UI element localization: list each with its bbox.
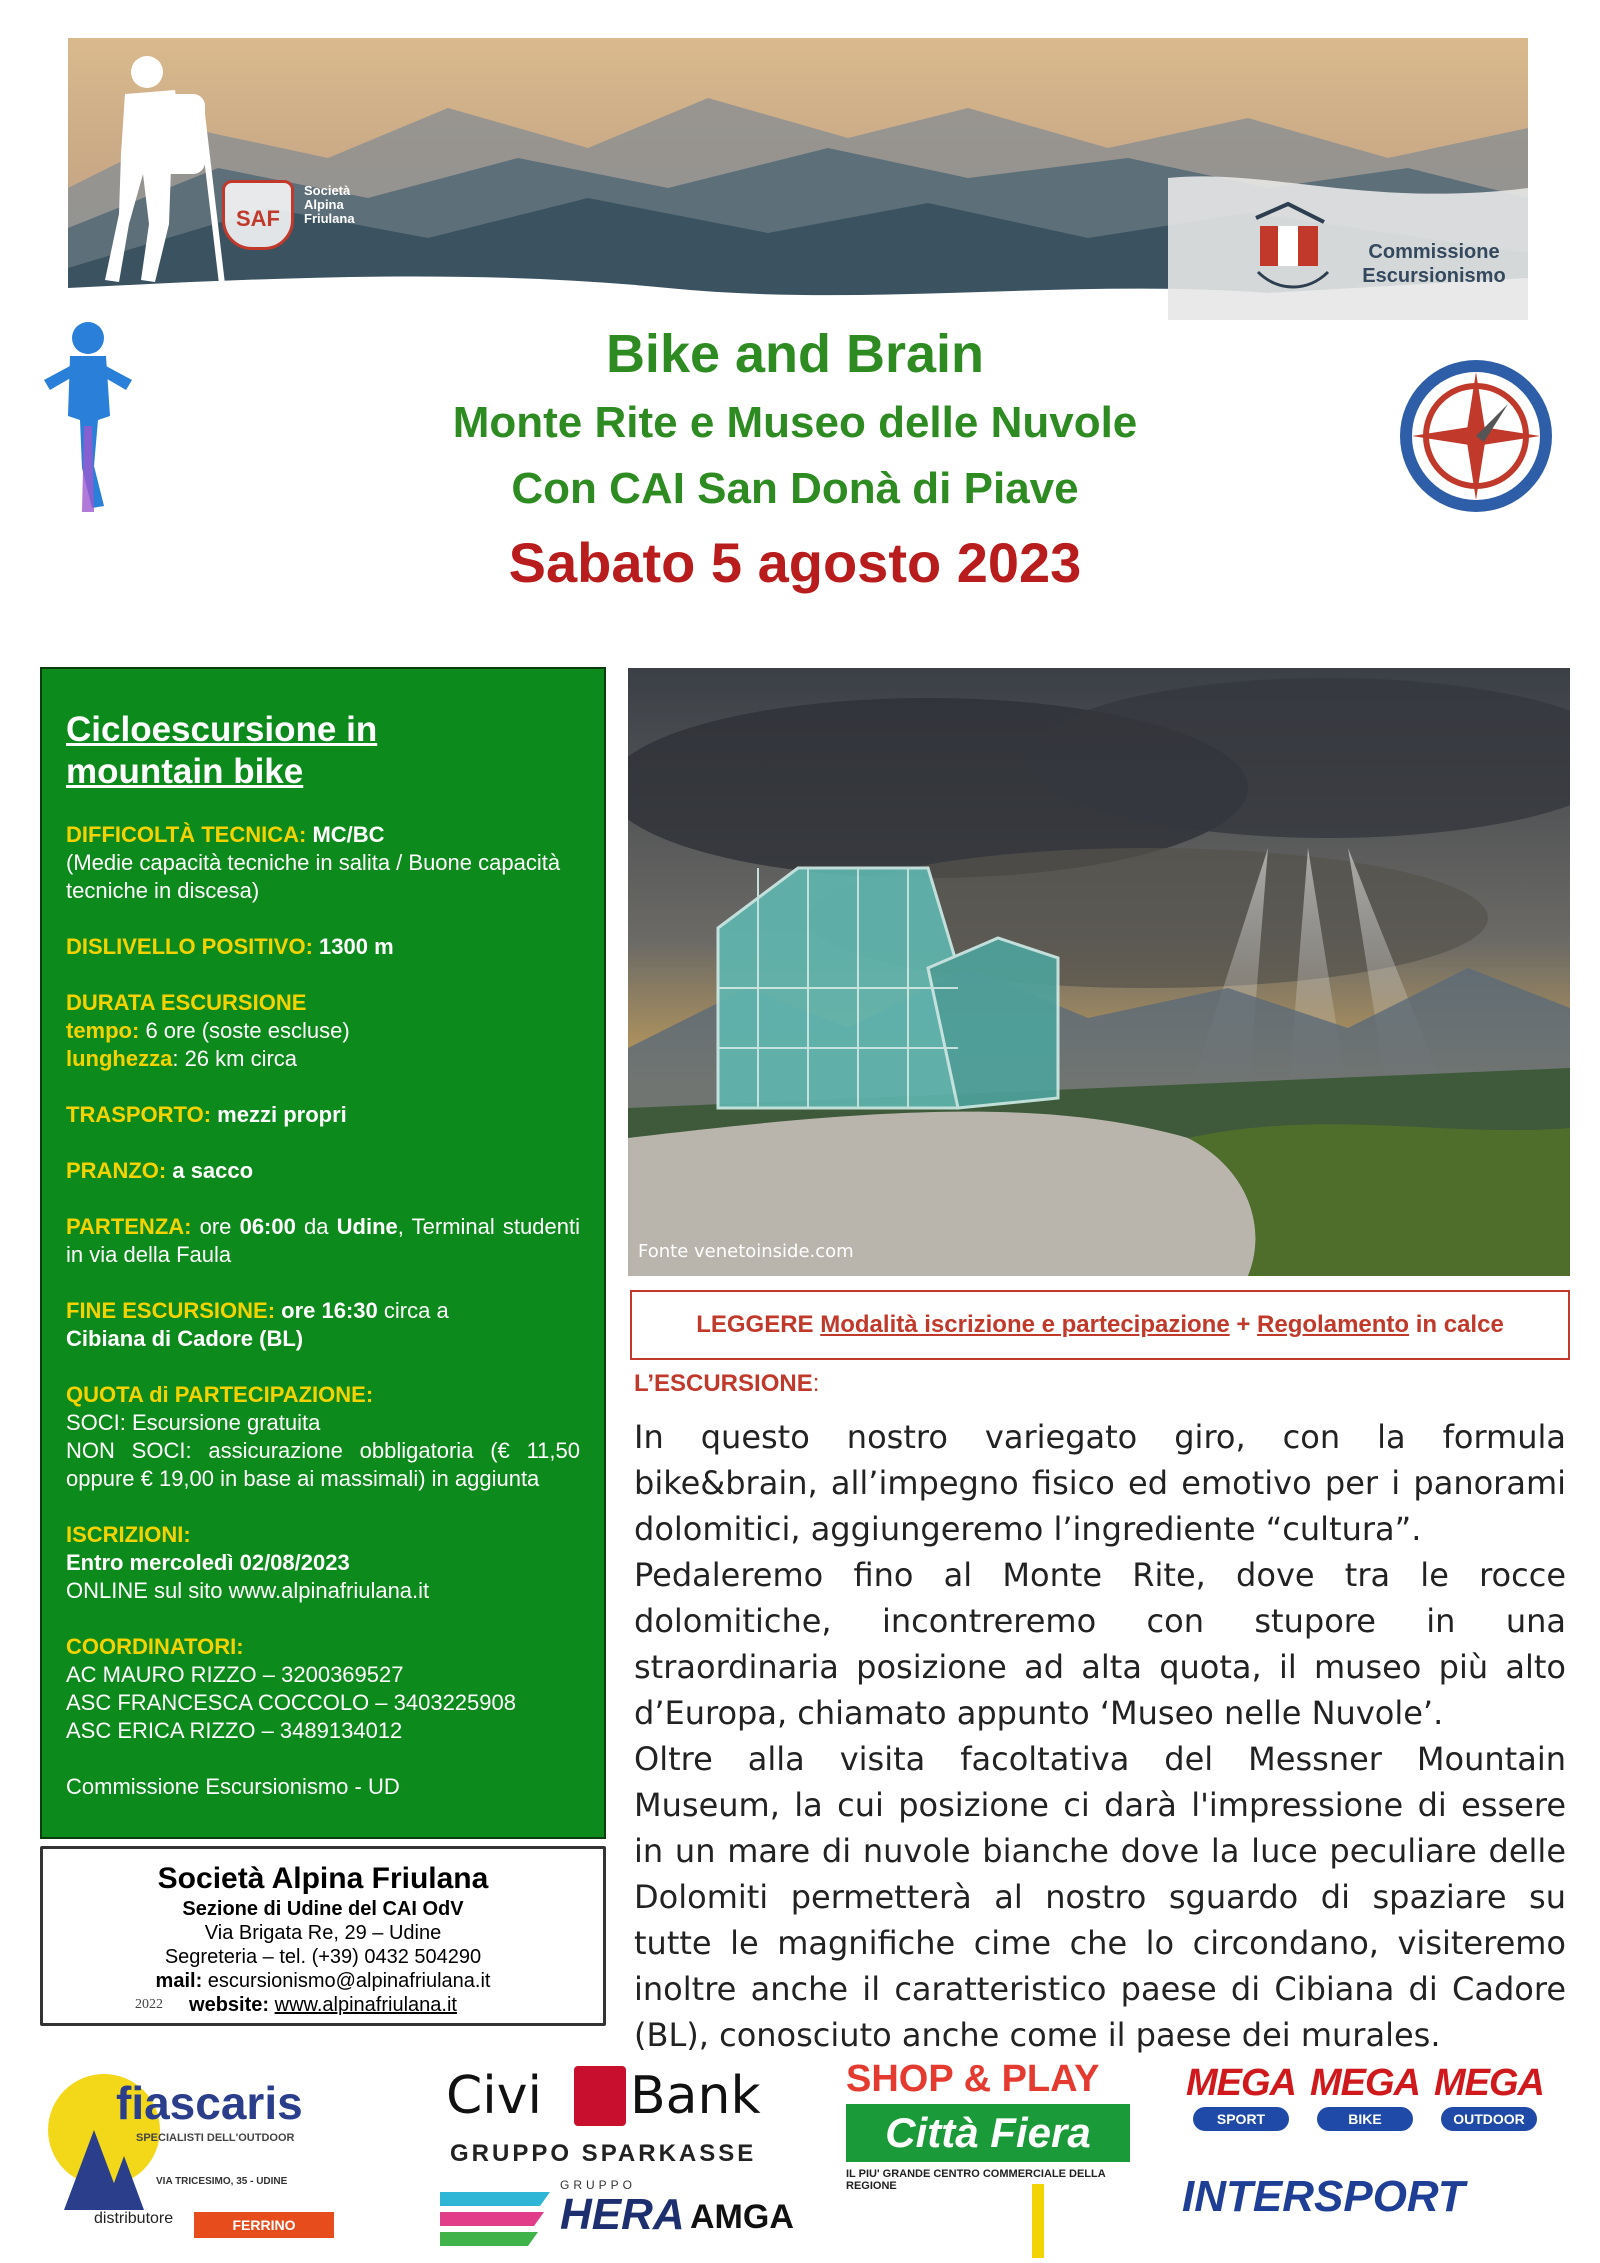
title-location: Monte Rite e Museo delle Nuvole bbox=[452, 398, 1138, 447]
dislivello-section bbox=[66, 933, 580, 961]
escursione-paragraph: Pedaleremo fino al Monte Rite, dove tra le rocce dolomitiche, incontreremo con stupore in una straordinaria posizione ad alta quota, il museo più alto d’Europa, chiamato appunto ‘Museo nelle Nuvole’. bbox=[634, 1556, 1566, 1732]
escursione-label: L’ESCURSIONE: bbox=[634, 1370, 820, 1397]
fiascaris-name: fiascaris bbox=[116, 2077, 303, 2129]
trasporto-label: TRASPORTO: bbox=[66, 1102, 212, 1127]
difficolta-label: DIFFICOLTÀ TECNICA: bbox=[66, 822, 307, 847]
quota-nonsoci: NON SOCI: assicurazione obbligatoria (€ 11,50 oppure € 19,00 in base ai massimali) in aggiunta bbox=[66, 1438, 580, 1491]
durata-section bbox=[66, 989, 580, 1073]
durata-label: DURATA ESCURSIONE bbox=[66, 990, 307, 1015]
societa-phone: Segreteria – tel. (+39) 0432 504290 bbox=[164, 1946, 482, 1968]
saf-logo-text: SAF bbox=[236, 206, 280, 231]
sign-pole bbox=[1032, 2184, 1044, 2258]
tempo-value: 6 ore (soste escluse) bbox=[145, 1018, 350, 1043]
shop-and-play-label: SHOP & PLAY bbox=[846, 2058, 1100, 2100]
compass-icon bbox=[1396, 356, 1556, 516]
iscrizioni-online: ONLINE sul sito www.alpinafriulana.it bbox=[66, 1578, 430, 1603]
pranzo-label: PRANZO: bbox=[66, 1158, 167, 1183]
coordinatori-section bbox=[66, 1633, 580, 1745]
citta-fiera-tagline: IL PIU' GRANDE CENTRO COMMERCIALE DELLA REGIONE bbox=[846, 2168, 1106, 2192]
sponsor-fiascaris bbox=[44, 2060, 334, 2240]
ferrino-logo: FERRINO bbox=[194, 2212, 334, 2238]
partenza-label: PARTENZA: bbox=[66, 1214, 192, 1239]
societa-name: Società Alpina Friulana bbox=[157, 1862, 489, 1895]
civibank-civi: Civi bbox=[446, 2066, 542, 2126]
fine-label: FINE ESCURSIONE: bbox=[66, 1298, 276, 1323]
civibank-mark-icon bbox=[574, 2066, 626, 2126]
regolamento-link[interactable]: Regolamento bbox=[1257, 1311, 1410, 1338]
modalita-iscrizione-link[interactable]: Modalità iscrizione e partecipazione bbox=[820, 1311, 1230, 1338]
hera-group-label: GRUPPO bbox=[560, 2178, 637, 2192]
coordinatori-label: COORDINATORI: bbox=[66, 1634, 244, 1659]
mega-bike-logo: MEGA BIKE bbox=[1306, 2062, 1424, 2131]
title-block bbox=[300, 318, 1290, 602]
cai-escursionismo-logo-icon bbox=[1248, 198, 1338, 303]
lunghezza-label: lunghezza bbox=[66, 1046, 173, 1071]
museum-photo-image bbox=[628, 668, 1570, 1276]
leggere-notice: LEGGERE Modalità iscrizione e partecipazione + Regolamento in calce bbox=[630, 1290, 1570, 1360]
mega-sport-logo: MEGA SPORT bbox=[1182, 2062, 1300, 2131]
iscrizioni-section bbox=[66, 1521, 580, 1605]
hera-wave-icon bbox=[440, 2182, 560, 2252]
societa-contact-box bbox=[40, 1846, 606, 2026]
page-title: Bike and Brain bbox=[605, 324, 985, 384]
societa-website-line: website: www.alpinafriulana.it bbox=[189, 1994, 457, 2016]
coordinatore-item: ASC FRANCESCA COCCOLO – 3403225908 bbox=[66, 1690, 516, 1715]
partenza-place: Udine bbox=[336, 1214, 398, 1239]
fine-section: FINE ESCURSIONE: ore 16:30 circa a Cibiana di Cadore (BL) bbox=[66, 1297, 580, 1353]
societa-mail[interactable]: escursionismo@alpinafriulana.it bbox=[207, 1970, 491, 1992]
quota-label: QUOTA di PARTECIPAZIONE: bbox=[66, 1382, 374, 1407]
partenza-section: PARTENZA: ore 06:00 da Udine, Terminal studenti in via della Faula bbox=[66, 1214, 580, 1267]
dislivello-value: 1300 m bbox=[319, 934, 394, 959]
civibank-bank: Bank bbox=[630, 2066, 761, 2126]
amga-logo: AMGA bbox=[690, 2198, 794, 2236]
societa-address: Via Brigata Re, 29 – Udine bbox=[204, 1922, 442, 1944]
lunghezza-value: : 26 km circa bbox=[172, 1046, 298, 1071]
escursione-description bbox=[634, 1414, 1566, 2058]
mega-outdoor-logo: MEGA OUTDOOR bbox=[1430, 2062, 1548, 2131]
info-heading: Cicloescursione in mountain bike bbox=[66, 710, 378, 791]
pranzo-section bbox=[66, 1157, 580, 1185]
sponsor-mega-intersport bbox=[1182, 2062, 1562, 2262]
fine-place: Cibiana di Cadore (BL) bbox=[66, 1326, 304, 1351]
fiascaris-distributore: distributore bbox=[94, 2210, 174, 2227]
trasporto-value: mezzi propri bbox=[217, 1102, 347, 1127]
fine-time: ore 16:30 bbox=[281, 1298, 378, 1323]
commissione-escursionismo-label: Commissione Escursionismo bbox=[1362, 241, 1506, 287]
escursione-paragraph: In questo nostro variegato giro, con la formula bike&brain, all’impegno fisico ed emotivo per i panorami dolomitici, aggiungeremo l’ingrediente “cultura”. bbox=[634, 1418, 1566, 1548]
hera-logo: HERA bbox=[560, 2190, 685, 2239]
mountain-biker-icon bbox=[40, 316, 136, 512]
societa-mail-line: mail: escursionismo@alpinafriulana.it bbox=[155, 1970, 491, 1992]
escursione-paragraph: Oltre alla visita facoltativa del Messner Mountain Museum, la cui posizione ci darà l'impressione di essere in un mare di nuvole bianche dove la luce peculiare delle Dolomiti permetterà al nostro sguardo di spaziare su tutte le magnifiche cime che lo circondano, visiteremo inoltre anche il caratteristico paese di Cibiana di Cadore (BL), conosciuto anche come il paese dei murales. bbox=[634, 1740, 1566, 2054]
fiascaris-address: VIA TRICESIMO, 35 - UDINE bbox=[156, 2176, 288, 2187]
intersport-logo: INTERSPORT bbox=[1182, 2172, 1465, 2221]
civibank-group: GRUPPO SPARKASSE bbox=[450, 2140, 757, 2167]
museum-photo bbox=[628, 668, 1570, 1276]
citta-fiera-label: Città Fiera bbox=[846, 2104, 1130, 2162]
saf-logo bbox=[222, 178, 382, 258]
societa-year: 2022 bbox=[135, 1997, 163, 2012]
event-info-box bbox=[40, 667, 606, 1839]
difficolta-value: MC/BC bbox=[312, 822, 385, 847]
commissione-footer: Commissione Escursionismo - UD bbox=[66, 1774, 400, 1799]
coordinatore-item: AC MAURO RIZZO – 3200369527 bbox=[66, 1662, 404, 1687]
title-partner: Con CAI San Donà di Piave bbox=[511, 464, 1079, 513]
partenza-time: 06:00 bbox=[239, 1214, 296, 1239]
sponsor-civibank bbox=[440, 2060, 820, 2260]
difficolta-section bbox=[66, 821, 580, 905]
tempo-label: tempo: bbox=[66, 1018, 140, 1043]
iscrizioni-label: ISCRIZIONI: bbox=[66, 1522, 191, 1547]
fiascaris-tagline: SPECIALISTI DELL'OUTDOOR bbox=[136, 2132, 295, 2144]
event-date: Sabato 5 agosto 2023 bbox=[508, 531, 1082, 594]
saf-logo-name: Società Alpina Friulana bbox=[304, 183, 355, 226]
societa-sezione: Sezione di Udine del CAI OdV bbox=[182, 1898, 464, 1920]
hiker-icon bbox=[85, 44, 245, 284]
dislivello-label: DISLIVELLO POSITIVO: bbox=[66, 934, 313, 959]
societa-website-link[interactable]: www.alpinafriulana.it bbox=[274, 1994, 457, 2016]
pranzo-value: a sacco bbox=[172, 1158, 254, 1183]
trasporto-section bbox=[66, 1101, 580, 1129]
photo-credit: Fonte venetoinside.com bbox=[638, 1241, 854, 1262]
difficolta-note: (Medie capacità tecniche in salita / Buone capacità tecniche in discesa) bbox=[66, 850, 561, 903]
quota-section bbox=[66, 1381, 580, 1493]
iscrizioni-deadline: Entro mercoledì 02/08/2023 bbox=[66, 1550, 350, 1575]
coordinatore-item: ASC ERICA RIZZO – 3489134012 bbox=[66, 1718, 403, 1743]
sponsor-citta-fiera bbox=[842, 2058, 1142, 2258]
quota-soci: SOCI: Escursione gratuita bbox=[66, 1410, 321, 1435]
